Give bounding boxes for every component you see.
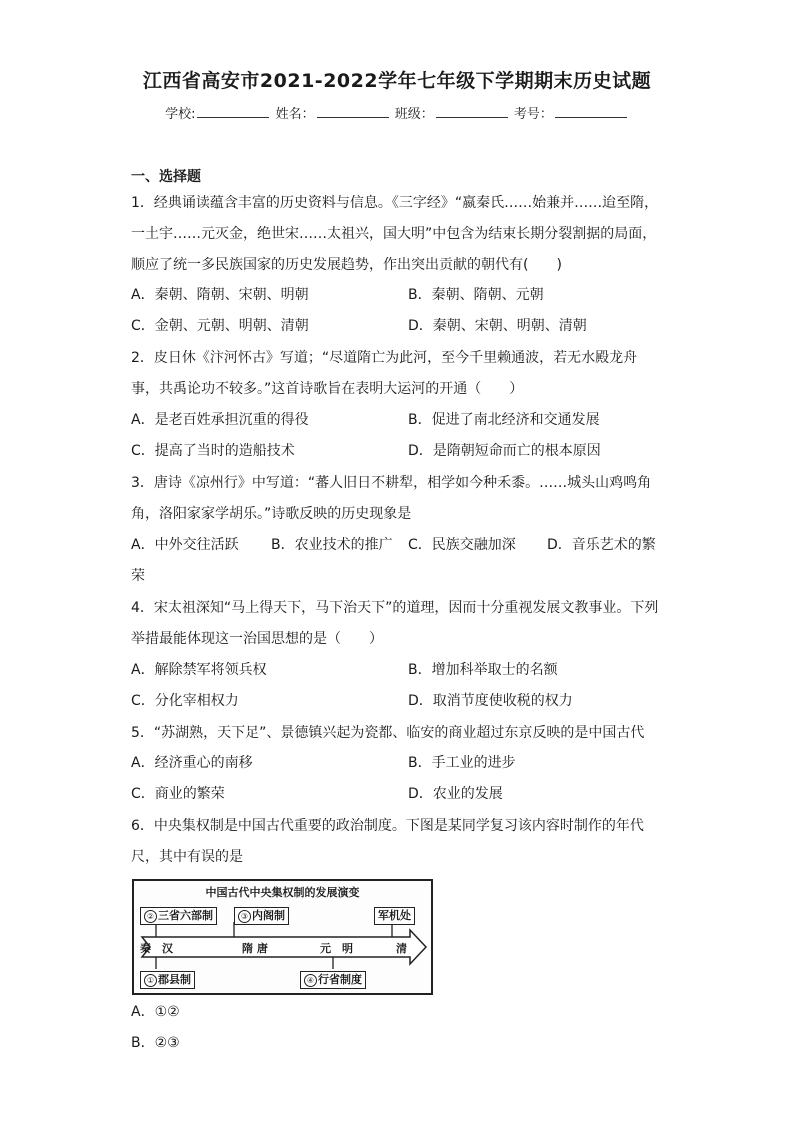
q5-option-b[interactable]: B．手工业的进步 — [408, 755, 516, 771]
q1-option-c[interactable]: C．金朝、元朝、明朝、清朝 — [131, 318, 309, 334]
question-line: 尺，其中有误的是 — [131, 849, 243, 865]
question-5 — [131, 718, 661, 749]
class-blank[interactable] — [436, 105, 508, 118]
q4-option-c[interactable]: C．分化宰相权力 — [131, 693, 239, 709]
dynasty-sui-tang: 隋 唐 — [242, 942, 268, 955]
question-line: 顺应了统一多民族国家的历史发展趋势，作出突出贡献的朝代有( ) — [131, 257, 562, 273]
dynasty-qin-han: 秦 汉 — [140, 942, 173, 955]
question-line: 2．皮日休《汴河怀古》写道；“尽道隋亡为此河，至今千里赖通波，若无水殿龙舟 — [131, 350, 638, 366]
question-line: 一土宇……元灭金，绝世宋……太祖兴，国大明”中包含为结束长期分裂割据的局面， — [131, 226, 657, 242]
q6-option-b[interactable]: B．②③ — [131, 1035, 180, 1051]
question-line: 5．“苏湖熟，天下足”、景德镇兴起为瓷都、临安的商业超过东京反映的是中国古代 — [131, 725, 645, 741]
q2-option-c[interactable]: C．提高了当时的造船技术 — [131, 443, 295, 459]
question-line: 4．宋太祖深知“马上得天下，马下治天下”的道理，因而十分重视发展文教事业。下列 — [131, 600, 659, 616]
exam-title: 江西省高安市2021-2022学年七年级下学期期末历史试题 — [142, 70, 652, 92]
dynasty-qing: 清 — [396, 942, 407, 955]
q3-option-c[interactable]: C．民族交融加深 — [408, 537, 516, 553]
question-4 — [131, 593, 661, 655]
class-label: 班级： — [394, 107, 434, 122]
question-line: 事，共禹论功不较多。”这首诗歌旨在表明大运河的开通（ ） — [131, 381, 524, 397]
q3-option-b[interactable]: B．农业技术的推广 — [271, 537, 393, 553]
exam-number-blank[interactable] — [555, 105, 627, 118]
question-line: 角，洛阳家家学胡乐。”诗歌反映的历史现象是 — [131, 506, 412, 522]
q2-option-d[interactable]: D．是隋朝短命而亡的根本原因 — [408, 443, 601, 459]
q5-option-d[interactable]: D．农业的发展 — [408, 786, 503, 802]
question-line: 1．经典诵读蕴含丰富的历史资料与信息。《三字经》“嬴秦氏……始兼并……迨至隋， — [131, 195, 659, 211]
school-blank[interactable] — [197, 105, 269, 118]
q1-option-d[interactable]: D．秦朝、宋朝、明朝、清朝 — [408, 318, 587, 334]
student-info-line — [0, 103, 794, 122]
box-province-system: ④ 行省制度 — [300, 971, 366, 989]
box-three-departments-six-ministries: ② 三省六部制 — [140, 907, 217, 925]
q4-option-b[interactable]: B．增加科举取士的名额 — [408, 662, 558, 678]
q3-option-d-continued: 荣 — [131, 568, 145, 584]
question-3 — [131, 468, 661, 530]
q2-option-b[interactable]: B．促进了南北经济和交通发展 — [408, 412, 600, 428]
timeline-figure — [132, 879, 433, 995]
box-grand-council: 军机处 — [374, 907, 415, 925]
q3-option-d[interactable]: D．音乐艺术的繁 — [547, 537, 656, 553]
name-label: 姓名： — [275, 107, 315, 122]
q4-option-d[interactable]: D．取消节度使收税的权力 — [408, 693, 573, 709]
school-label: 学校: — [165, 107, 196, 122]
figure-title: 中国古代中央集权制的发展演变 — [205, 886, 360, 899]
section-heading: 一、选择题 — [131, 169, 201, 185]
q1-option-a[interactable]: A．秦朝、隋朝、宋朝、明朝 — [131, 287, 309, 303]
question-2 — [131, 343, 661, 405]
q2-option-a[interactable]: A．是老百姓承担沉重的得役 — [131, 412, 309, 428]
question-line: 6．中央集权制是中国古代重要的政治制度。下图是某同学复习该内容时制作的年代 — [131, 818, 644, 834]
question-1 — [131, 188, 661, 281]
name-blank[interactable] — [317, 105, 389, 118]
dynasty-yuan-ming: 元 明 — [320, 942, 353, 955]
question-line: 举措最能体现这一治国思想的是（ ） — [131, 631, 383, 647]
exam-number-label: 考号： — [513, 107, 553, 122]
q3-option-a[interactable]: A．中外交往活跃 — [131, 537, 239, 553]
question-line: 3．唐诗《凉州行》中写道：“蕃人旧日不耕犁，相学如今种禾黍。……城头山鸡鸣角 — [131, 475, 652, 491]
box-cabinet-system: ③ 内阁制 — [234, 907, 289, 925]
q5-option-a[interactable]: A．经济重心的南移 — [131, 755, 253, 771]
q1-option-b[interactable]: B．秦朝、隋朝、元朝 — [408, 287, 544, 303]
q4-option-a[interactable]: A．解除禁军将领兵权 — [131, 662, 267, 678]
q5-option-c[interactable]: C．商业的繁荣 — [131, 786, 225, 802]
question-6 — [131, 811, 661, 873]
q6-option-a[interactable]: A．①② — [131, 1004, 180, 1020]
box-prefecture-county-system: ① 郡县制 — [140, 971, 195, 989]
